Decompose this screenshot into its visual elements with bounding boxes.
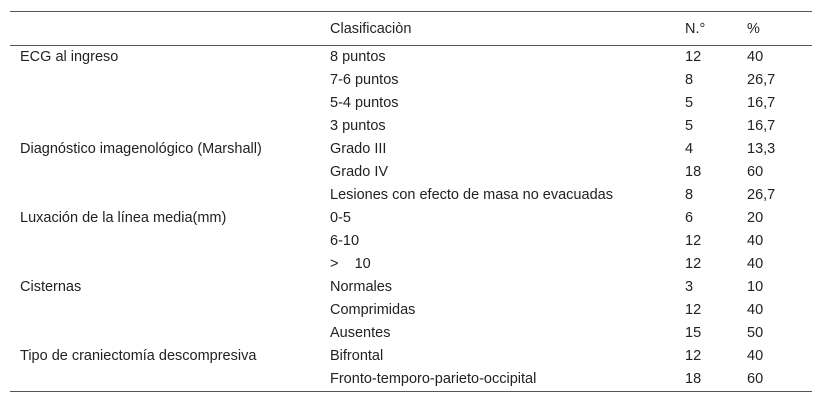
cell-category [10,299,320,322]
data-table [10,11,812,392]
cell-classification: Bifrontal [330,348,384,364]
cell-percent: 20 [747,210,764,226]
cell-category: Luxación de la línea media(mm) [20,210,227,226]
cell-n: 12 [685,233,702,249]
cell-percent: 13,3 [747,141,776,157]
cell-classification: > 10 [330,256,371,272]
cell-classification: 0-5 [330,210,351,226]
cell-category [10,115,320,138]
cell-percent: 10 [747,279,764,295]
cell-percent: 16,7 [747,118,776,134]
cell-n: 5 [685,95,694,111]
header-row [10,12,812,46]
cell-category [10,253,320,276]
table-body [10,46,812,392]
cell-n: 8 [685,187,694,203]
table-row [10,322,812,345]
cell-n: 15 [685,325,702,341]
cell-classification: Ausentes [330,325,391,341]
cell-percent: 26,7 [747,72,776,88]
data-table-container [10,11,812,392]
table-row [10,161,812,184]
cell-percent: 40 [747,302,764,318]
cell-category [10,92,320,115]
cell-classification: Lesiones con efecto de masa no evacuadas [330,187,613,203]
cell-percent: 16,7 [747,95,776,111]
cell-percent: 26,7 [747,187,776,203]
cell-n: 4 [685,141,694,157]
cell-category [10,69,320,92]
cell-category [10,322,320,345]
table-row [10,46,812,70]
cell-n: 12 [685,348,702,364]
cell-category: Tipo de craniectomía descompresiva [20,348,257,364]
table-row [10,184,812,207]
cell-percent: 40 [747,49,764,65]
header-category [10,12,320,46]
header-percent: % [747,20,760,37]
table-row [10,276,812,299]
cell-n: 12 [685,302,702,318]
cell-n: 5 [685,118,694,134]
table-row [10,345,812,368]
cell-percent: 40 [747,233,764,249]
cell-classification: Normales [330,279,393,295]
cell-percent: 60 [747,371,764,387]
table-row [10,368,812,392]
cell-n: 12 [685,49,702,65]
cell-category [10,184,320,207]
cell-classification: 5-4 puntos [330,95,399,111]
cell-n: 6 [685,210,694,226]
cell-classification: Grado IV [330,164,389,180]
cell-classification: Fronto-temporo-parieto-occipital [330,371,537,387]
cell-n: 18 [685,164,702,180]
table-row [10,253,812,276]
table-header [10,12,812,46]
cell-percent: 60 [747,164,764,180]
cell-n: 8 [685,72,694,88]
cell-n: 18 [685,371,702,387]
cell-n: 12 [685,256,702,272]
cell-percent: 40 [747,256,764,272]
table-row [10,230,812,253]
cell-category: ECG al ingreso [20,49,119,65]
cell-category [10,368,320,392]
cell-classification: Comprimidas [330,302,416,318]
header-classification: Clasificaciòn [330,20,412,37]
table-row [10,207,812,230]
cell-classification: Grado III [330,141,387,157]
cell-classification: 3 puntos [330,118,386,134]
cell-percent: 50 [747,325,764,341]
header-n: N.° [685,20,706,37]
table-row [10,69,812,92]
cell-classification: 8 puntos [330,49,386,65]
cell-classification: 6-10 [330,233,360,249]
table-row [10,138,812,161]
table-row [10,115,812,138]
cell-n: 3 [685,279,694,295]
cell-category [10,230,320,253]
cell-percent: 40 [747,348,764,364]
cell-classification: 7-6 puntos [330,72,399,88]
cell-category: Diagnóstico imagenológico (Marshall) [20,141,262,157]
table-row [10,92,812,115]
cell-category [10,161,320,184]
cell-category: Cisternas [20,279,82,295]
table-row [10,299,812,322]
